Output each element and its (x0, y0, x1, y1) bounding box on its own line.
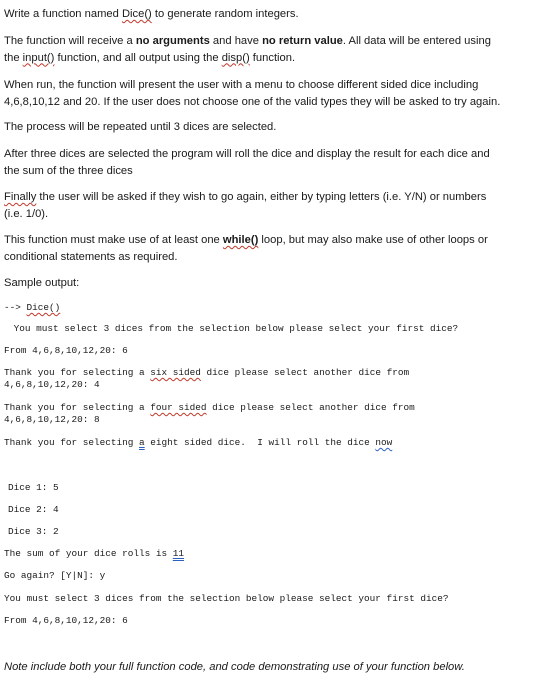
sample-line: You must select 3 dices from the selection below please select your first dice? (4, 593, 449, 604)
sample-line: Thank you for selecting a eight sided dice. I will roll the dice now (4, 437, 393, 448)
sample-line: You must select 3 dices from the selection below please select your first dice? (8, 323, 459, 334)
while-loop-paragraph: This function must make use of at least one while() loop, but may also make use of other loops or conditional statements as required. (4, 234, 488, 263)
menu-paragraph: When run, the function will present the user with a menu to choose different sided dice including 4,6,8,10,12 and 20. If the user does not choose one of the valid types they will be asked to try again. (4, 79, 501, 108)
roll-paragraph: After three dices are selected the program will roll the dice and display the result for each dice and the sum of the three dices (4, 148, 490, 177)
dice-result-line: Dice 1: 5 (8, 482, 59, 493)
dice-result-line: Dice 2: 4 (8, 504, 59, 515)
note-paragraph: Note include both your full function code, and code demonstrating use of your function below. (4, 661, 465, 673)
repeat-paragraph: The process will be repeated until 3 dices are selected. (4, 121, 277, 133)
sum-line: The sum of your dice rolls is 11 (4, 548, 185, 559)
go-again-line: Go again? [Y|N]: y (4, 570, 106, 581)
sample-line: From 4,6,8,10,12,20: 6 (4, 615, 128, 626)
intro-paragraph: Write a function named Dice() to generate random integers. (4, 8, 299, 20)
sample-line: Thank you for selecting a four sided dice please select another dice from 4,6,8,10,12,20: 8 (4, 402, 415, 425)
arguments-paragraph: The function will receive a no arguments and have no return value. All data will be entered using the input() function, and all output using the disp() function. (4, 35, 491, 64)
sample-line: Thank you for selecting a six sided dice please select another dice from 4,6,8,10,12,20: 4 (4, 367, 410, 390)
function-name-dice: Dice() (121, 8, 152, 20)
sample-output-heading: Sample output: (4, 277, 80, 289)
sample-prompt-line: --> Dice() (4, 302, 61, 313)
go-again-paragraph: Finally the user will be asked if they wish to go again, either by typing letters (i.e. Y/N) or numbers (i.e. 1/0). (4, 191, 487, 220)
sample-line: From 4,6,8,10,12,20: 6 (4, 345, 128, 356)
dice-result-line: Dice 3: 2 (8, 526, 59, 537)
input-function-name: input() (22, 51, 55, 64)
disp-function-name: disp() (221, 51, 250, 64)
